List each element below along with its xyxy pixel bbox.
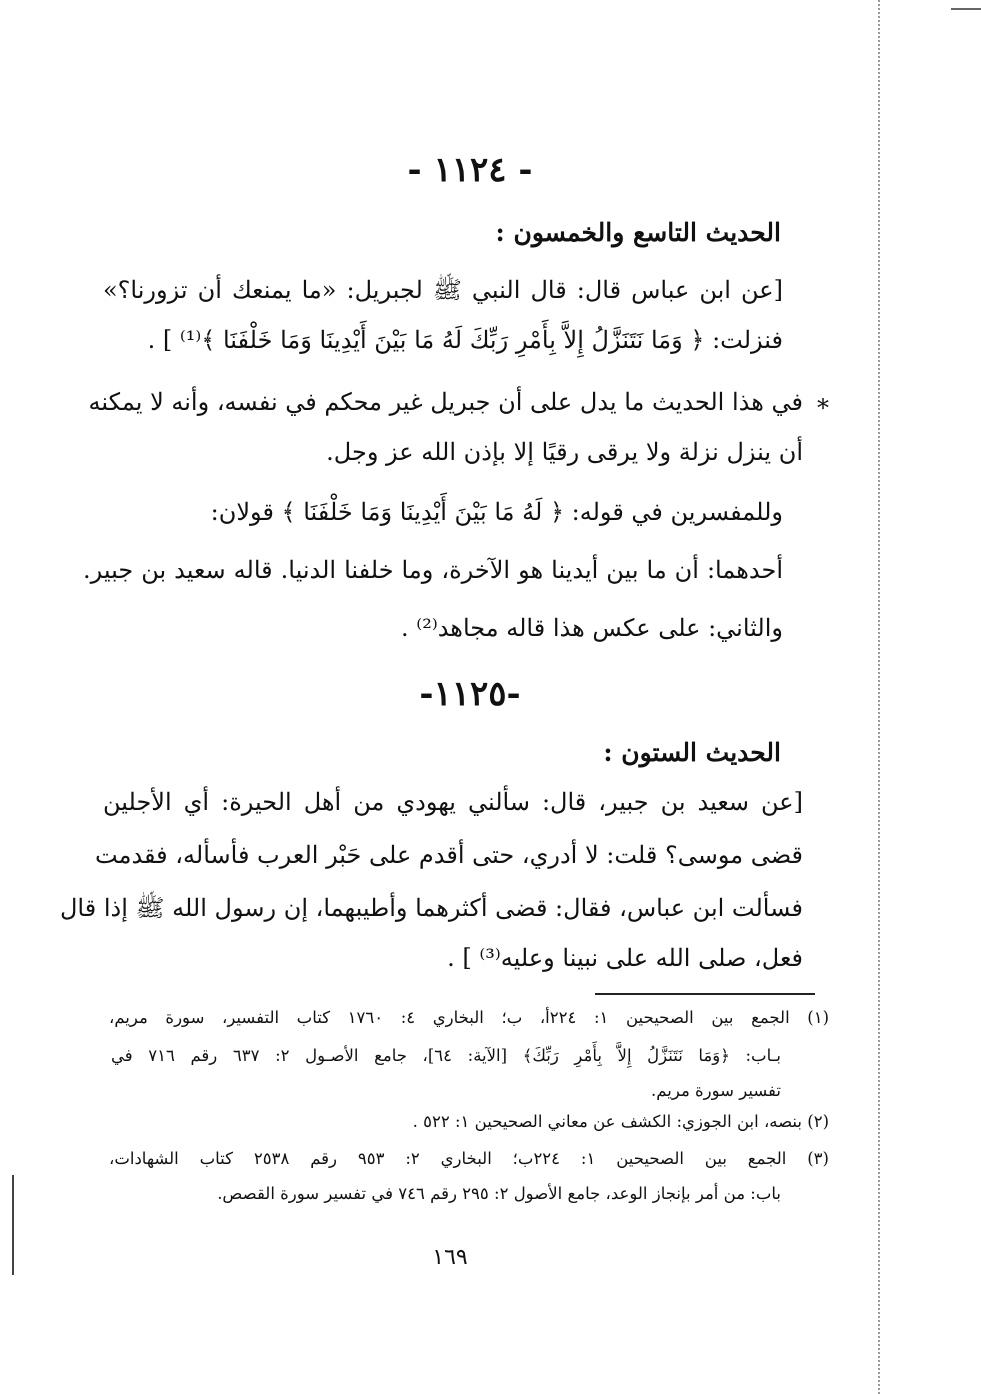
page-number: ١٦٩ bbox=[432, 1245, 468, 1270]
hadith-59-line-1: [عن ابن عباس قال: قال النبي ﷺ لجبريل: «ما يمنعك أن تزورنا؟» bbox=[103, 276, 783, 304]
hadith-60-line-4: فعل، صلى الله على نبينا وعليه⁽³⁾ ] . bbox=[447, 944, 803, 972]
hadith-60-line-3: فسألت ابن عباس، فقال: قضى أكثرهما وأطيبهما، إن رسول الله ﷺ إذا قال bbox=[59, 894, 803, 922]
footnote-3-line-2: باب: من أمر بإنجاز الوعد، جامع الأصول ٢: ٢٩٥ رقم ٧٤٦ في تفسير سورة القصص. bbox=[217, 1184, 781, 1203]
hadith-heading-59: الحديث التاسع والخمسون : bbox=[495, 218, 781, 247]
scan-corner-mark bbox=[951, 8, 981, 10]
entry-number-1124: - ١١٢٤ - bbox=[407, 150, 533, 190]
hadith-60-line-2: قضى موسى؟ قلت: لا أدري، حتى أقدم على حَبْر العرب فأسأله، فقدمت bbox=[95, 841, 803, 869]
commentary-line-5: والثاني: على عكس هذا قاله مجاهد⁽²⁾ . bbox=[401, 614, 783, 642]
footnote-1-line-2: بـاب: ﴿وَمَا نَتَنَزَّلُ إِلاَّ بِأَمْرِ رَبِّكَ﴾ [الآية: ٦٤]، جامع الأصـول ٢: ٦٣٧ رقم ٧١٦ في bbox=[111, 1046, 782, 1065]
comment-asterisk: * bbox=[817, 394, 829, 422]
footnote-separator bbox=[595, 993, 815, 995]
footnote-1-line-3: تفسير سورة مريم. bbox=[651, 1081, 781, 1100]
footnote-3-line-1: (٣) الجمع بين الصحيحين ١: ٢٢٤ب؛ البخاري ٢: ٩٥٣ رقم ٢٥٣٨ كتاب الشهادات، bbox=[109, 1149, 829, 1168]
commentary-line-4: أحدهما: أن ما بين أيدينا هو الآخرة، وما خلفنا الدنيا. قاله سعيد بن جبير. bbox=[83, 556, 783, 584]
footnote-2: (٢) بنصه، ابن الجوزي: الكشف عن معاني الصحيحين ١: ٥٢٢ . bbox=[412, 1112, 829, 1131]
hadith-59-line-2: فنزلت: ﴿ وَمَا نَتَنَزَّلُ إِلاَّ بِأَمْرِ رَبِّكَ لَهُ مَا بَيْنَ أَيْدِينَا وَمَا خَلْفَنَا ﴾⁽¹⁾ ] . bbox=[147, 326, 783, 354]
commentary-line-1: في هذا الحديث ما يدل على أن جبريل غير محكم في نفسه، وأنه لا يمكنه bbox=[88, 388, 803, 416]
entry-number-1125: -١١٢٥- bbox=[419, 674, 521, 714]
footnote-1-line-1: (١) الجمع بين الصحيحين ١: ٢٢٤أ، ب؛ البخاري ٤: ١٧٦٠ كتاب التفسير، سورة مريم، bbox=[109, 1008, 829, 1027]
commentary-line-3: وللمفسرين في قوله: ﴿ لَهُ مَا بَيْنَ أَيْدِينَا وَمَا خَلْفَنَا ﴾ قولان: bbox=[210, 498, 783, 526]
hadith-60-line-1: [عن سعيد بن جبير، قال: سألني يهودي من أهل الحيرة: أي الأجلين bbox=[103, 788, 803, 816]
commentary-line-2: أن ينزل نزلة ولا يرقى رقيًا إلا بإذن الله عز وجل. bbox=[326, 438, 803, 466]
hadith-heading-60: الحديث الستون : bbox=[603, 738, 781, 767]
